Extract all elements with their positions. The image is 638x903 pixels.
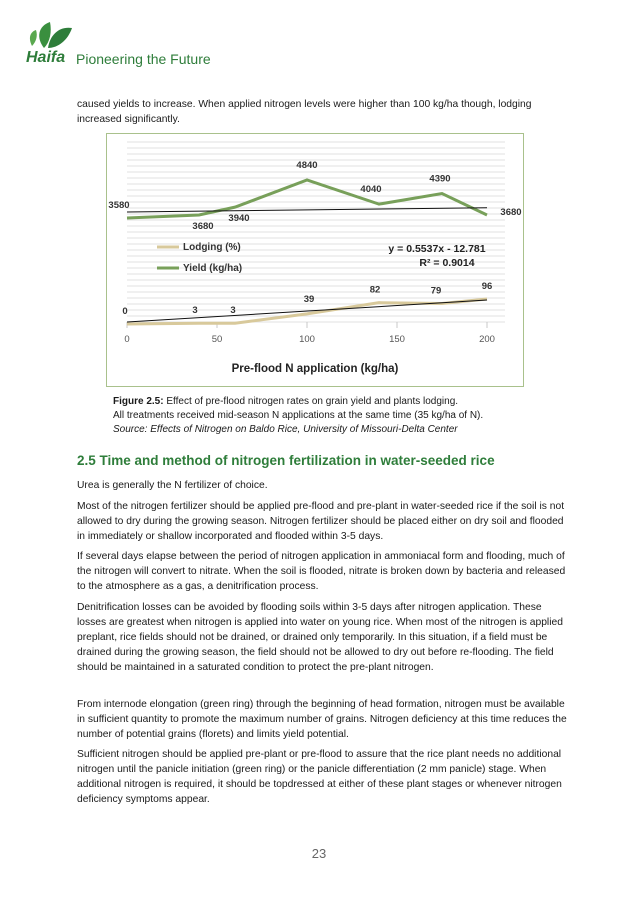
tagline: Pioneering the Future: [76, 51, 211, 67]
data-label-lodging: 96: [481, 281, 493, 293]
paragraph: Sufficient nitrogen should be applied pre-plant or pre-flood to assure that the rice plant needs no additional nitrogen until the panicle initiation (green ring) or the panicle differentiation (2 mm panicle) stage. When additional nitrogen is required, it should be topdressed at either of these plant stages or whenever nitrogen deficiency symptoms appear.: [77, 749, 562, 805]
data-label-lodging: 3: [230, 305, 236, 317]
paragraph: From internode elongation (green ring) through the beginning of head formation, nitrogen must be available in sufficient quantity to promote the maximum number of grains. Nitrogen deficiency at this time reduces the number of potential grains (florets) and limits yield potential.: [77, 699, 567, 740]
trend-r2: R² = 0.9014: [419, 257, 475, 269]
data-label-yield: 3680: [500, 206, 522, 218]
data-label-lodging: 39: [303, 293, 315, 305]
x-tick-label: 150: [389, 334, 405, 345]
caption-source: Source: Effects of Nitrogen on Baldo Rice, University of Missouri-Delta Center: [113, 424, 458, 435]
data-label-lodging: 82: [369, 284, 381, 296]
data-label-yield: 4390: [429, 173, 451, 185]
paragraph: Denitrification losses can be avoided by flooding soils within 3-5 days after nitrogen application. These losses are greatest when nitrogen is applied into water on young rice. When most of the nitrogen is applied preplant, rice fields should not be drained, or drained only temporarily. In this situation, if a field must be drained during the growing season, the field should not be allowed to dry out before re-flooding. The field should be maintained in a saturated condition to protect the pre-plant nitrogen.: [77, 602, 563, 673]
brand-name: Haifa: [26, 49, 66, 66]
trend-equation: y = 0.5537x - 12.781: [388, 243, 486, 255]
data-label-yield: 4040: [360, 184, 382, 196]
intro-paragraph: caused yields to increase. When applied nitrogen levels were higher than 100 kg/ha though, lodging increased significantly.: [77, 99, 532, 125]
x-tick-label: 100: [299, 334, 315, 345]
data-label-lodging: 79: [430, 285, 442, 297]
x-tick-label: 200: [479, 334, 495, 345]
leaf-icon: [30, 30, 37, 46]
section-title: 2.5 Time and method of nitrogen fertilization in water-seeded rice: [77, 453, 495, 468]
caption-label: Figure 2.5:: [113, 396, 164, 407]
data-label-yield: 3940: [228, 213, 250, 225]
leaf-icon: [48, 28, 72, 48]
figure-caption: [113, 395, 543, 437]
paragraph: If several days elapse between the period of nitrogen application in ammoniacal form and flooding, much of the nitrogen will convert to nitrate. When the soil is flooded, nitrate is broken down by bacteria and released to the atmosphere as a gas, a denitrification process.: [77, 551, 566, 592]
paragraph: Most of the nitrogen fertilizer should be applied pre-flood and pre-plant in water-seeded rice if the soil is not allowed to dry during the growing season. Nitrogen fertilizer should be placed either on dry soil and flooded in immediately or shallow incorporated and flooded within 3-5 days.: [77, 501, 565, 542]
legend-label-yield: Yield (kg/ha): [183, 263, 243, 274]
page-number: 23: [311, 846, 327, 861]
caption-line2: All treatments received mid-season N applications at the same time (35 kg/ha of N).: [113, 410, 484, 421]
caption-text: Effect of pre-flood nitrogen rates on grain yield and plants lodging.: [166, 396, 459, 407]
x-tick-label: 0: [124, 334, 130, 345]
haifa-logo: [26, 16, 226, 76]
data-label-yield: 4840: [296, 160, 318, 171]
x-axis-label: Pre-flood N application (kg/ha): [231, 363, 399, 375]
series-line-yield: [127, 180, 487, 218]
data-label-yield: 3580: [108, 200, 130, 211]
legend-label-lodging: Lodging (%): [183, 242, 241, 253]
chart-container: [106, 133, 524, 387]
line-chart: [107, 134, 523, 386]
x-tick-label: 50: [211, 334, 223, 345]
paragraph: Urea is generally the N fertilizer of choice.: [77, 480, 268, 491]
data-label-lodging: 0: [122, 306, 128, 317]
data-label-lodging: 3: [192, 305, 198, 317]
data-label-yield: 3680: [192, 220, 214, 232]
